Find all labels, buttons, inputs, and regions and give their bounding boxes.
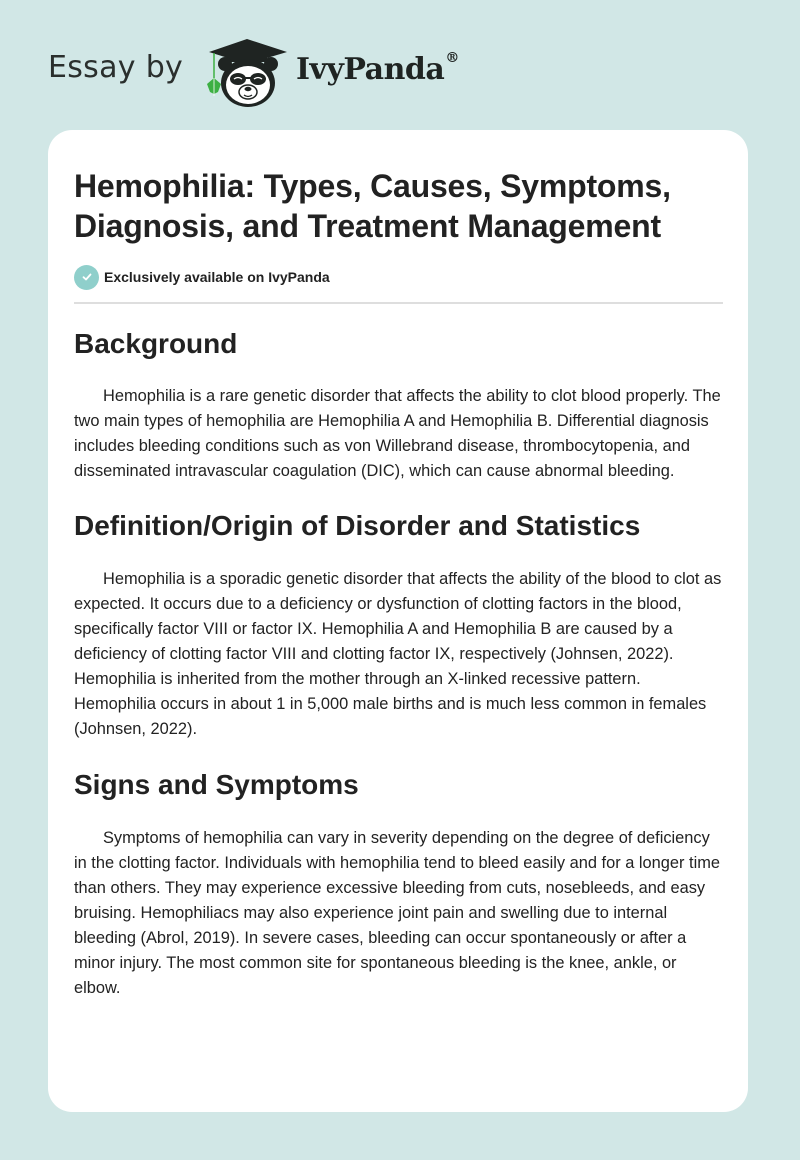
- section-heading: Signs and Symptoms: [74, 769, 359, 800]
- divider: [74, 302, 723, 304]
- check-circle-icon: [74, 265, 99, 290]
- section-signs-symptoms: [74, 765, 726, 1001]
- brand-name[interactable]: IvyPanda®: [296, 50, 459, 87]
- exclusive-text: Exclusively available on IvyPanda: [104, 269, 330, 285]
- section-heading: Definition/Origin of Disorder and Statistics: [74, 510, 641, 541]
- page-title: Hemophilia: Types, Causes, Symptoms, Diagnosis, and Treatment Management: [74, 168, 671, 244]
- section-heading: Background: [74, 328, 238, 359]
- essay-card: [48, 130, 748, 1112]
- exclusive-badge: [74, 264, 330, 290]
- panda-graduate-icon[interactable]: [203, 36, 291, 110]
- section-definition-origin: [74, 506, 726, 742]
- article-body: [74, 322, 726, 1001]
- section-paragraph: Hemophilia is a sporadic genetic disorder that affects the ability of the blood to clot as expected. It occurs due to a deficiency or dysfunction of clotting factors in the blood, specifically factor VIII or factor IX. Hemophilia A and Hemophilia B are caused by a deficiency of clotting factor VIII and clotting factor IX, respectively (Johnsen, 2022). Hemophilia is inherited from the mother through an X-linked recessive pattern. Hemophilia occurs in about 1 in 5,000 male births and is much less common in females (Johnsen, 2022).: [74, 570, 722, 738]
- section-paragraph: Hemophilia is a rare genetic disorder that affects the ability to clot blood properly. The two main types of hemophilia are Hemophilia A and Hemophilia B. Differential diagnosis includes bleeding conditions such as von Willebrand disease, thrombocytopenia, and disseminated intravascular coagulation (DIC), which can cause abnormal bleeding.: [74, 387, 721, 480]
- site-header: [0, 0, 800, 130]
- registered-mark: ®: [445, 50, 459, 66]
- section-paragraph: Symptoms of hemophilia can vary in severity depending on the degree of deficiency in the clotting factor. Individuals with hemophilia tend to bleed easily and for a longer time than others. They may experience excessive bleeding from cuts, nosebleeds, and easy bruising. Hemophiliacs may also experience joint pain and swelling due to internal bleeding (Abrol, 2019). In severe cases, bleeding can occur spontaneously or after a minor injury. The most common site for spontaneous bleeding is the knee, ankle, or elbow.: [74, 829, 720, 997]
- section-background: [74, 324, 726, 484]
- essay-by-label: Essay by: [48, 50, 184, 85]
